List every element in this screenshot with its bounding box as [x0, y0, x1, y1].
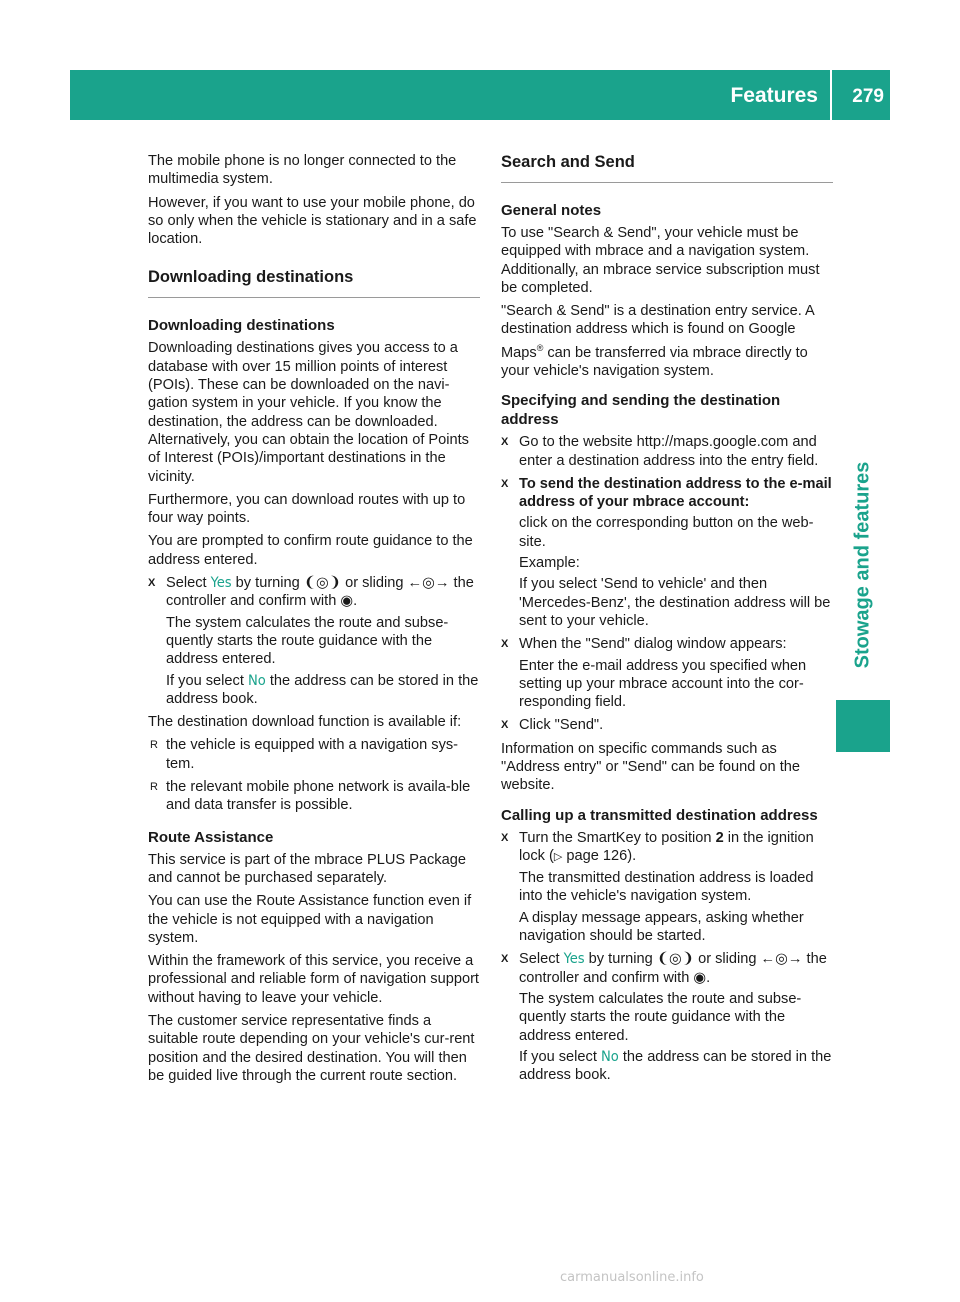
paragraph: Information on specific commands such as "Address entry" or "Send" can be found on the website. [501, 740, 801, 794]
paragraph: This service is part of the mbrace PLUS Package and cannot be purchased separately. [148, 851, 466, 886]
paragraph: However, if you want to use your mobile phone, do so only when the vehicle is stationary and in a safe location. [148, 194, 477, 248]
step-arrow-icon: X [148, 577, 156, 590]
registered-mark: ® [536, 342, 544, 353]
instruction-step: X Click "Send". [501, 717, 604, 734]
subsection-heading: Route Assistance [148, 828, 274, 846]
display-option-no: No [247, 671, 266, 689]
paragraph: Within the framework of this service, you receive a professional and reliable form of navigation support without having to leave your vehicle. [148, 953, 479, 1006]
step-arrow-icon: X [501, 638, 509, 651]
left-column [148, 152, 480, 1090]
paragraph: "Search & Send" is a destination entry service. A destination address which is found on Google Maps® can be transferred via mbrace directly to your vehicle's navigation system. [501, 303, 814, 379]
section-heading: Downloading destinations [148, 267, 480, 298]
chapter-marker-block [836, 700, 890, 752]
paragraph: To use "Search & Send", your vehicle must be equipped with mbrace and a navigation system. Additionally, an mbrace service subscription must be completed. [501, 225, 820, 296]
instruction-step: X To send the destination address to the e-mail address of your mbrace account: click on the corresponding button on the web-site. Example: If you select 'Send to vehicle' and then 'Mercedes-Benz', the destination address will be sent to your vehicle. [501, 475, 832, 629]
instruction-step: X Go to the website http://maps.google.com and enter a destination address into the entry field. [501, 434, 819, 469]
step-result: The system calculates the route and subse-quently starts the route guidance with the address entered. [166, 614, 449, 668]
paragraph: You can use the Route Assistance function even if the vehicle is not equipped with a navigation system. [148, 893, 472, 946]
header-divider [830, 70, 832, 120]
step-arrow-icon: X [501, 831, 509, 844]
subsection-heading: General notes [501, 202, 602, 219]
page-ref-arrow-icon: ▷ [553, 850, 563, 863]
paragraph: Downloading destinations gives you access to a database with over 15 million points of interest (POIs). These can be downloaded on the navi-gation system in your vehicle. If you know the destination, the address can be downloaded. Alternatively, you can obtain the location of Points of Interest (POIs)/important destinations in the vicinity. [148, 340, 469, 485]
display-option-no: No [600, 1047, 619, 1065]
list-item: R the vehicle is equipped with a navigation sys-tem. [150, 737, 459, 772]
paragraph: The destination download function is available if: [148, 714, 462, 731]
page-number: 279 [852, 86, 884, 107]
step-note: If you select No the address can be stored in the address book. [166, 671, 479, 707]
controller-press-icon: ◉ [693, 969, 707, 986]
controller-slide-icon: ←◎→ [407, 575, 450, 592]
instruction-step: X Select Yes by turning ❨◎❩ or sliding ←◎→ the controller and confirm with ◉. The system calculates the route and subse-quently starts the route guidance with the address entered. If you select No the address can be stored in the address book. [501, 950, 832, 1084]
instruction-step: X Turn the SmartKey to position 2 in the ignition lock (▷ page 126). The transmitted destination address is loaded into the vehicle's navigation system. A display message appears, asking whether navigation should be started. [501, 829, 814, 945]
section-heading: Search and Send [501, 152, 833, 183]
paragraph: Furthermore, you can download routes with up to four way points. [148, 491, 466, 527]
step-arrow-icon: X [501, 953, 509, 966]
right-column [501, 152, 833, 1089]
subsection-heading: Downloading destinations [148, 317, 335, 335]
step-arrow-icon: X [501, 719, 509, 732]
bullet-icon: R [150, 781, 158, 794]
list-item: R the relevant mobile phone network is availa-ble and data transfer is possible. [150, 779, 471, 814]
subsection-heading: Specifying and sending the destination address [501, 392, 781, 429]
instruction-step: X When the "Send" dialog window appears: Enter the e-mail address you specified when setting up your mbrace account into the cor-responding field. [501, 636, 807, 711]
paragraph: The mobile phone is no longer connected to the multimedia system. [148, 153, 457, 188]
page-header [70, 70, 890, 120]
controller-turn-icon: ❨◎❩ [303, 575, 342, 592]
bullet-icon: R [150, 739, 158, 752]
display-option-yes: Yes [210, 574, 232, 592]
subsection-heading: Calling up a transmitted destination address [501, 806, 818, 824]
step-arrow-icon: X [501, 477, 509, 490]
side-chapter-tab [836, 415, 890, 715]
paragraph: You are prompted to confirm route guidance to the address entered. [148, 533, 473, 568]
step-arrow-icon: X [501, 436, 509, 449]
controller-press-icon: ◉ [340, 593, 354, 610]
section-title: Features [730, 84, 818, 107]
controller-turn-icon: ❨◎❩ [656, 951, 695, 968]
paragraph: The customer service representative finds a suitable route depending on your vehicle's cur-rent position and the desired destination. You will then be guided live through the current route section. [148, 1012, 475, 1084]
instruction-step: X Select Yes by turning ❨◎❩ or sliding ←◎→ the controller and confirm with ◉. The system calculates the route and subse-quently starts the route guidance with the address entered. If you select No the address can be stored in the address book. [148, 574, 479, 707]
watermark: carmanualsonline.info [560, 1270, 704, 1285]
display-option-yes: Yes [563, 950, 585, 968]
controller-slide-icon: ←◎→ [760, 951, 803, 968]
chapter-label: Stowage and features [851, 461, 874, 669]
